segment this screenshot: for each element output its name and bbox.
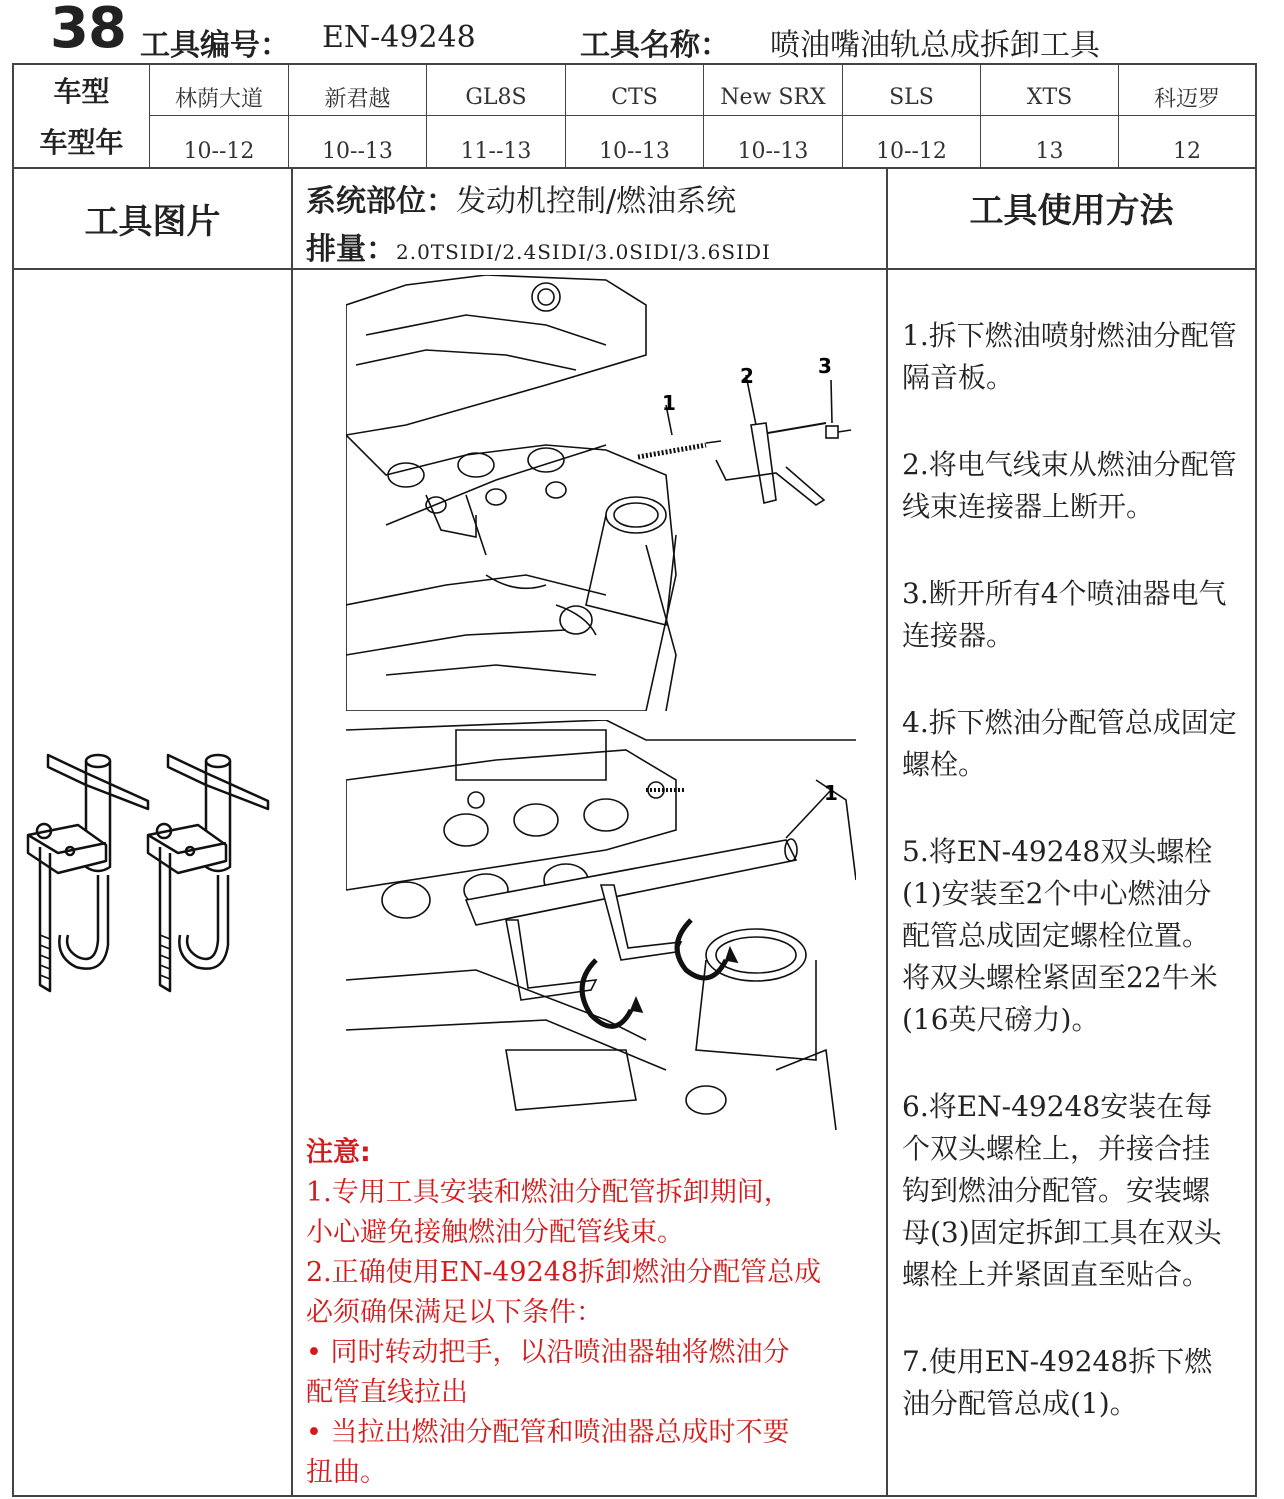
year-cell: 10--12 xyxy=(183,138,255,164)
system-value: 发动机控制/燃油系统 xyxy=(456,184,737,219)
callout-label: 1 xyxy=(662,391,676,415)
note-line: 配管直线拉出 xyxy=(306,1377,468,1408)
callout-label: 1 xyxy=(824,781,838,805)
model-cell: GL8S xyxy=(465,84,527,110)
model-cell: SLS xyxy=(889,84,934,110)
step-item: 3.断开所有4个喷油器电气连接器。 xyxy=(902,577,1227,652)
model-cell: XTS xyxy=(1026,84,1073,110)
col-divider-right xyxy=(886,167,888,1497)
year-cell: 10--13 xyxy=(737,138,809,164)
year-cell: 10--13 xyxy=(599,138,670,164)
note-line: 扭曲。 xyxy=(306,1457,387,1488)
tool-name-value: 喷油嘴油轨总成拆卸工具 xyxy=(770,28,1100,63)
system-line xyxy=(306,176,736,220)
year-cell: 12 xyxy=(1173,138,1201,164)
tool-number-value: EN-49248 xyxy=(322,20,476,55)
displacement-value: 2.0TSIDI/2.4SIDI/3.0SIDI/3.6SIDI xyxy=(396,240,771,264)
tool-illustration xyxy=(18,735,280,1005)
callout-label: 2 xyxy=(740,364,754,388)
col-divider-left xyxy=(291,167,293,1497)
year-cell: 10--12 xyxy=(876,138,947,164)
tool-image-title: 工具图片 xyxy=(84,202,221,242)
page-number: 38 xyxy=(50,0,126,61)
step-item: 5.将EN-49248双头螺栓(1)安装至2个中心燃油分配管总成固定螺栓位置。将双头螺栓紧固至22牛米(16英尺磅力)。 xyxy=(902,835,1218,1036)
step-item: 6.将EN-49248安装在每个双头螺栓上，并接合挂钩到燃油分配管。安装螺母(3)固定拆卸工具在双头螺栓上并紧固直至贴合。 xyxy=(902,1090,1222,1291)
note-line: 2.正确使用EN-49248拆卸燃油分配管总成 xyxy=(306,1257,822,1288)
border-top xyxy=(12,63,1257,65)
displacement-label: 排量： xyxy=(306,232,396,267)
border-bottom xyxy=(12,1495,1257,1497)
callout-label: 3 xyxy=(818,354,832,378)
year-cell: 13 xyxy=(1035,138,1064,164)
note-line: • 当拉出燃油分配管和喷油器总成时不要 xyxy=(306,1417,790,1448)
caution-notes xyxy=(306,1133,881,1493)
border-right xyxy=(1255,63,1257,1497)
tool-name-label: 工具名称： xyxy=(580,28,730,63)
border-left xyxy=(12,63,14,1497)
displacement-line xyxy=(306,224,771,268)
page-header xyxy=(0,0,1284,62)
step-item: 4.拆下燃油分配管总成固定螺栓。 xyxy=(902,706,1237,781)
notes-title: 注意: xyxy=(306,1137,371,1168)
engine-figure-bottom xyxy=(346,720,856,1130)
usage-steps xyxy=(902,315,1237,1470)
model-cell: CTS xyxy=(611,84,658,110)
year-cell: 10--13 xyxy=(322,138,393,164)
note-line: • 同时转动把手，以沿喷油器轴将燃油分 xyxy=(306,1337,790,1368)
model-cell: 林荫大道 xyxy=(174,86,263,112)
year-cell: 11--13 xyxy=(460,138,532,164)
model-cell: 科迈罗 xyxy=(1153,86,1220,112)
row-divider-section xyxy=(12,268,1257,270)
model-row-label: 车型 xyxy=(53,75,110,108)
model-cell: New SRX xyxy=(720,84,826,110)
step-item: 2.将电气线束从燃油分配管线束连接器上断开。 xyxy=(902,448,1237,523)
system-label: 系统部位： xyxy=(306,184,456,219)
usage-title: 工具使用方法 xyxy=(969,190,1174,231)
engine-figure-top xyxy=(346,275,856,711)
year-row-label: 车型年 xyxy=(39,126,124,159)
step-item: 7.使用EN-49248拆下燃油分配管总成(1)。 xyxy=(902,1345,1213,1420)
note-line: 1.专用工具安装和燃油分配管拆卸期间， xyxy=(306,1177,791,1208)
model-cell: 新君越 xyxy=(324,86,391,112)
step-item: 1.拆下燃油喷射燃油分配管隔音板。 xyxy=(902,319,1237,394)
tool-number-label: 工具编号： xyxy=(140,28,290,63)
note-line: 小心避免接触燃油分配管线束。 xyxy=(306,1217,684,1248)
note-line: 必须确保满足以下条件： xyxy=(306,1297,603,1328)
